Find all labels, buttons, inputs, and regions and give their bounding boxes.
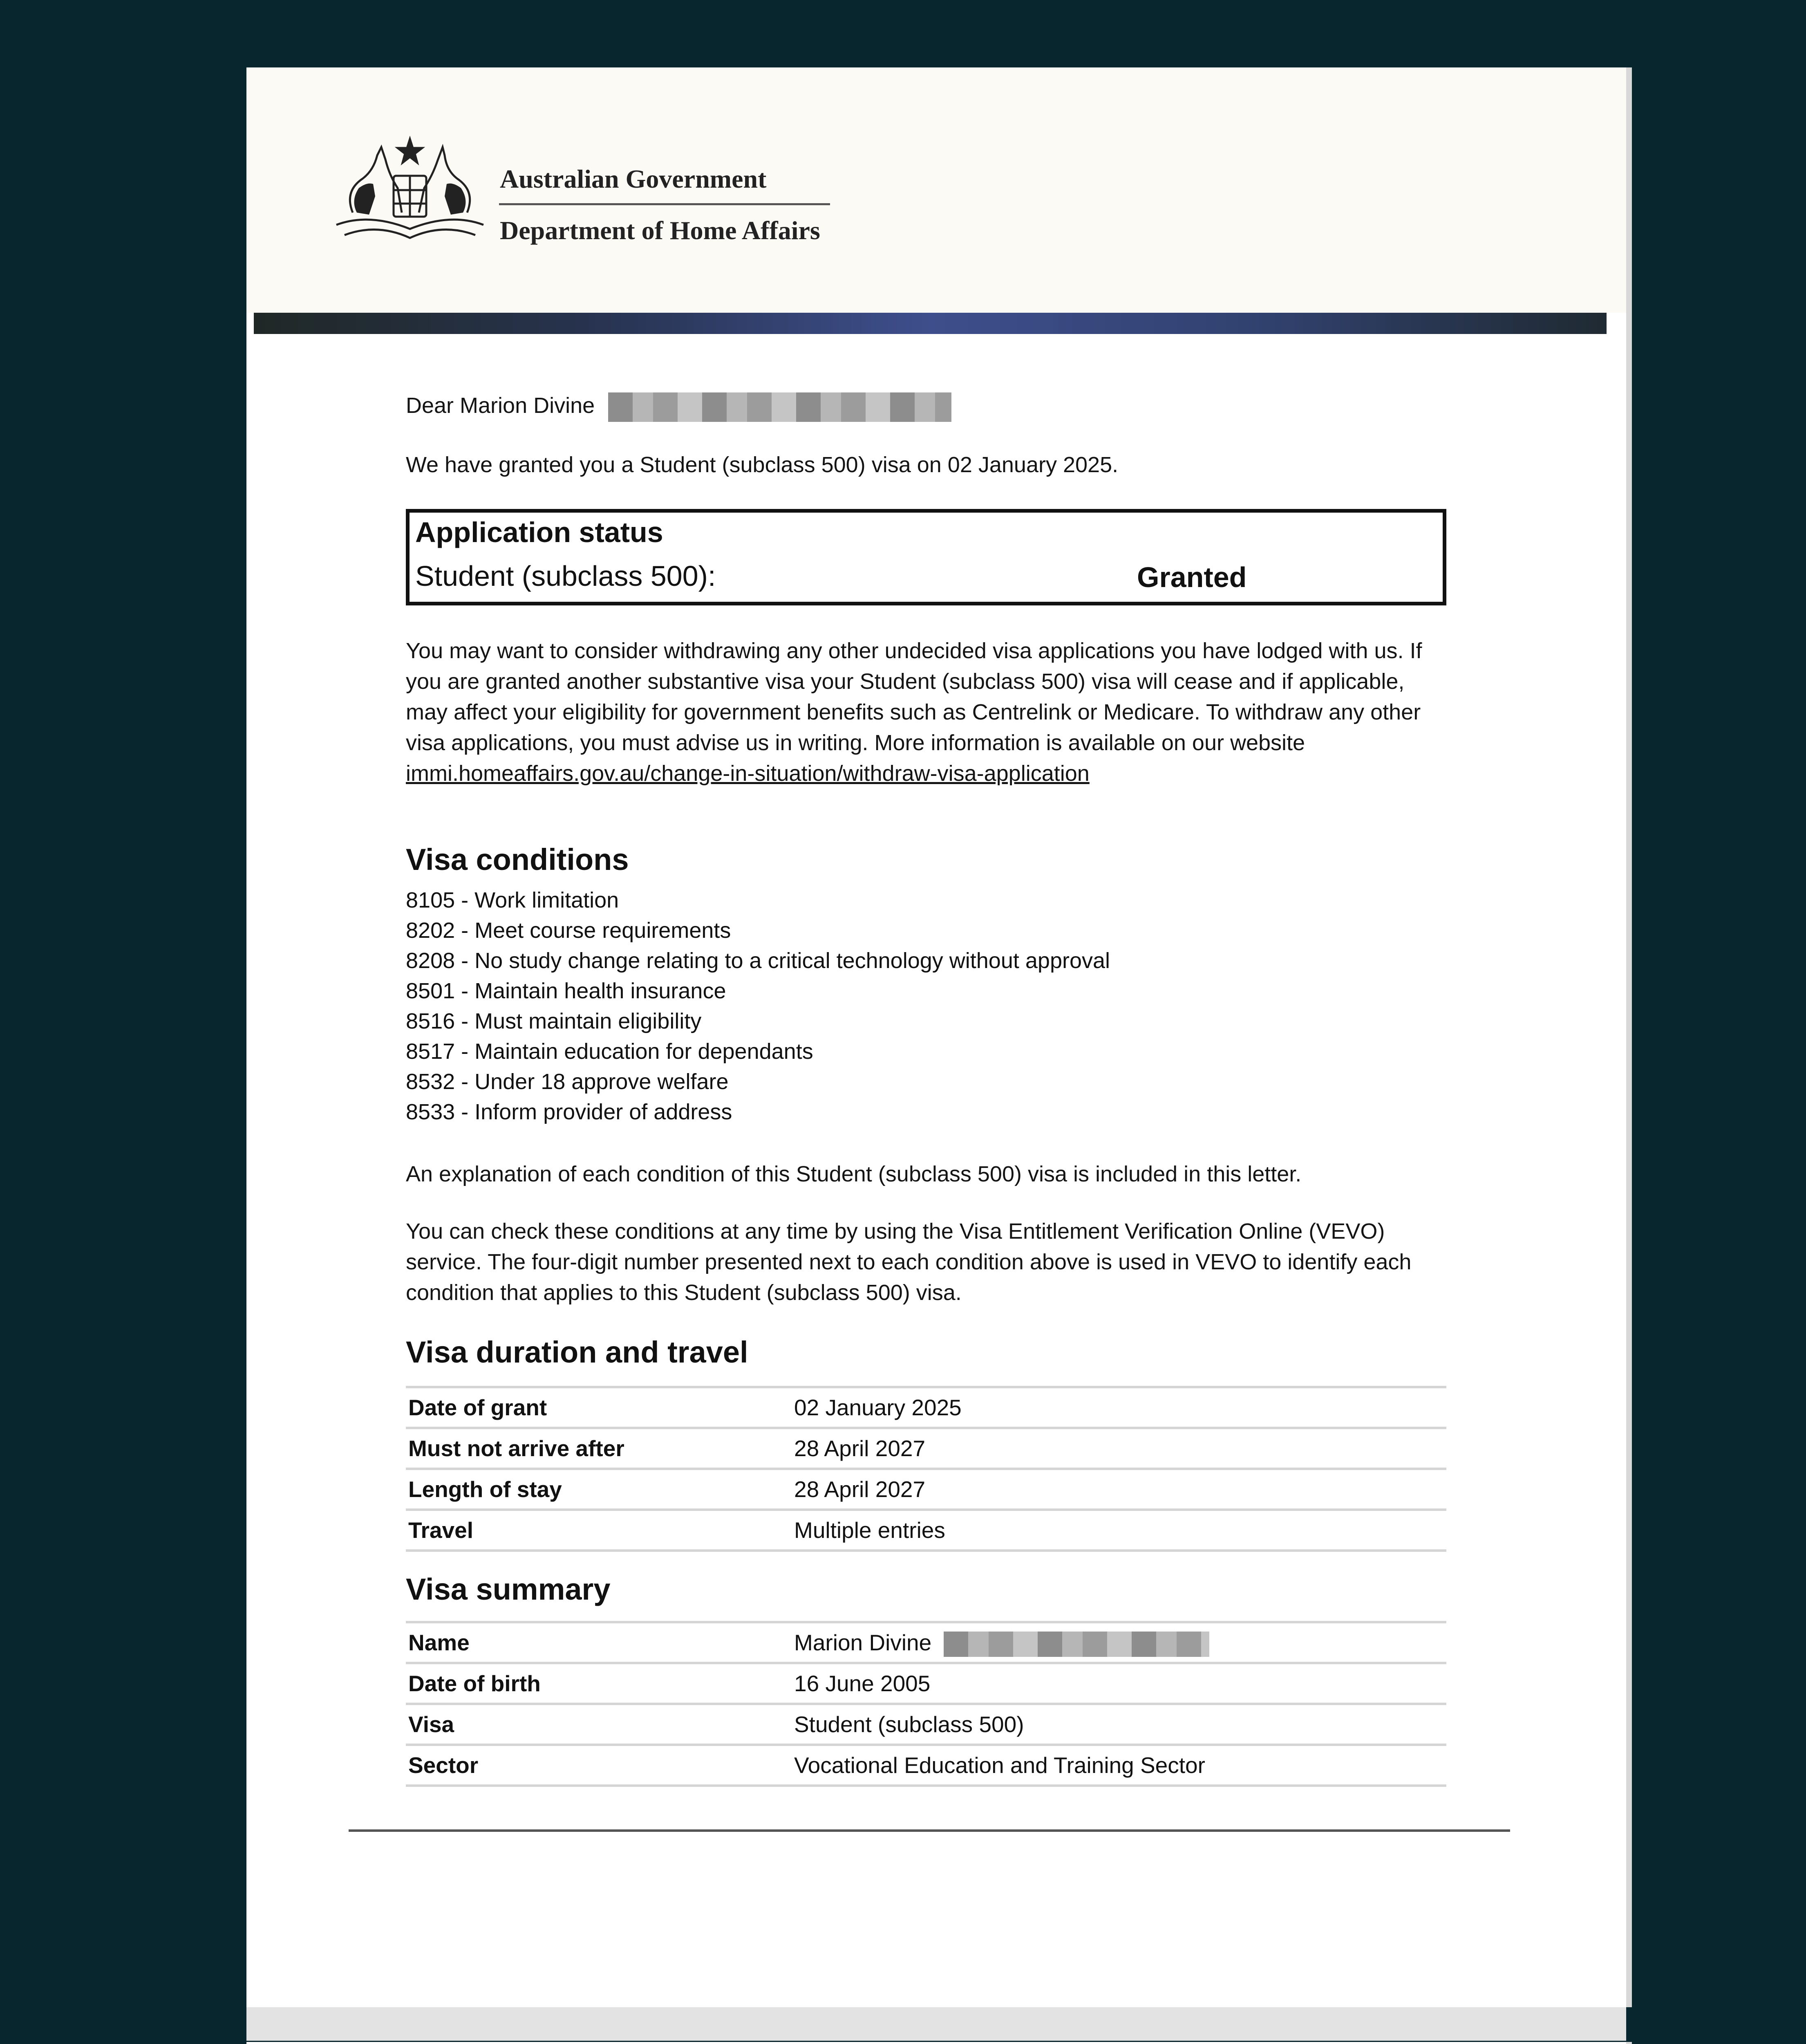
application-status-box <box>406 509 1446 605</box>
letter-page-1 <box>246 67 1626 2007</box>
withdraw-paragraph <box>406 636 1452 789</box>
row-value: Multiple entries <box>794 1517 945 1543</box>
name-value: Marion Divine <box>794 1630 932 1655</box>
duration-table <box>406 1386 1446 1552</box>
row-label: Date of grant <box>408 1395 547 1420</box>
list-item: 8202 - Meet course requirements <box>406 918 731 943</box>
row-label: Visa <box>408 1712 454 1737</box>
row-value: 28 April 2027 <box>794 1477 926 1502</box>
list-item: 8501 - Maintain health insurance <box>406 979 726 1003</box>
list-item: 8533 - Inform provider of address <box>406 1100 732 1124</box>
row-label: Length of stay <box>408 1477 562 1502</box>
row-label: Sector <box>408 1753 479 1778</box>
table-row <box>406 1470 1446 1511</box>
table-row <box>406 1705 1446 1746</box>
redacted-surname <box>608 392 951 422</box>
letter-page-2 <box>246 2042 1626 2044</box>
summary-table <box>406 1621 1446 1787</box>
table-row <box>406 1386 1446 1429</box>
vevo-paragraph: You can check these conditions at any time by using the Visa Entitlement Verification Online (VEVO) service. The four-digit number presented next to each condition above is used in VEVO to identify each condition that applies to this Student (subclass 500) visa. <box>406 1219 1412 1305</box>
row-label: Name <box>408 1630 470 1655</box>
row-value: Student (subclass 500) <box>794 1712 1024 1737</box>
withdraw-text: You may want to consider withdrawing any other undecided visa applications you have lodged with us. If you are granted another substantive visa your Student (subclass 500) visa will cease and if applicable, may affect your eligibility for government benefits such as Centrelink or Medicare. To withdraw any other visa applications, you must advise us in writing. More information is available on our website <box>406 639 1422 755</box>
greeting: Dear Marion Divine <box>406 393 595 418</box>
list-item: 8517 - Maintain education for dependants <box>406 1039 813 1064</box>
summary-heading: Visa summary <box>406 1572 611 1606</box>
table-row <box>406 1664 1446 1705</box>
explanation-paragraph: An explanation of each condition of this Student (subclass 500) visa is included in this letter. <box>406 1162 1302 1186</box>
duration-heading: Visa duration and travel <box>406 1335 748 1369</box>
table-row <box>406 1746 1446 1787</box>
table-row <box>406 1429 1446 1470</box>
row-label: Must not arrive after <box>408 1436 624 1461</box>
list-item: 8208 - No study change relating to a critical technology without approval <box>406 948 1110 973</box>
withdraw-link[interactable]: immi.homeaffairs.gov.au/change-in-situation/withdraw-visa-application <box>406 761 1090 786</box>
letterhead-color-bar <box>254 313 1607 334</box>
row-value: 16 June 2005 <box>794 1671 931 1696</box>
table-row <box>406 1621 1446 1664</box>
coat-of-arms-icon <box>328 131 492 249</box>
conditions-heading: Visa conditions <box>406 843 629 876</box>
page-footer-rule <box>349 1829 1510 1832</box>
letterhead-divider <box>499 203 830 205</box>
list-item: 8532 - Under 18 approve welfare <box>406 1069 729 1094</box>
list-item: 8516 - Must maintain eligibility <box>406 1009 702 1033</box>
list-item: 8105 - Work limitation <box>406 888 619 912</box>
government-name: Australian Government <box>500 164 767 193</box>
status-title: Application status <box>415 516 663 548</box>
conditions-list <box>406 885 1110 1127</box>
row-label: Date of birth <box>408 1671 541 1696</box>
row-label: Travel <box>408 1517 474 1543</box>
letterhead <box>246 67 1626 313</box>
table-row <box>406 1511 1446 1552</box>
greeting-line <box>406 390 951 422</box>
row-value <box>794 1629 1209 1657</box>
status-label: Student (subclass 500): <box>415 560 716 592</box>
status-value: Granted <box>1137 561 1247 593</box>
redacted-surname <box>944 1632 1209 1657</box>
grant-sentence: We have granted you a Student (subclass 500) visa on 02 January 2025. <box>406 453 1119 477</box>
row-value: 28 April 2027 <box>794 1436 926 1461</box>
row-value: Vocational Education and Training Sector <box>794 1753 1205 1778</box>
row-value: 02 January 2025 <box>794 1395 962 1420</box>
page-separator <box>246 2007 1626 2041</box>
department-name: Department of Home Affairs <box>500 216 820 245</box>
